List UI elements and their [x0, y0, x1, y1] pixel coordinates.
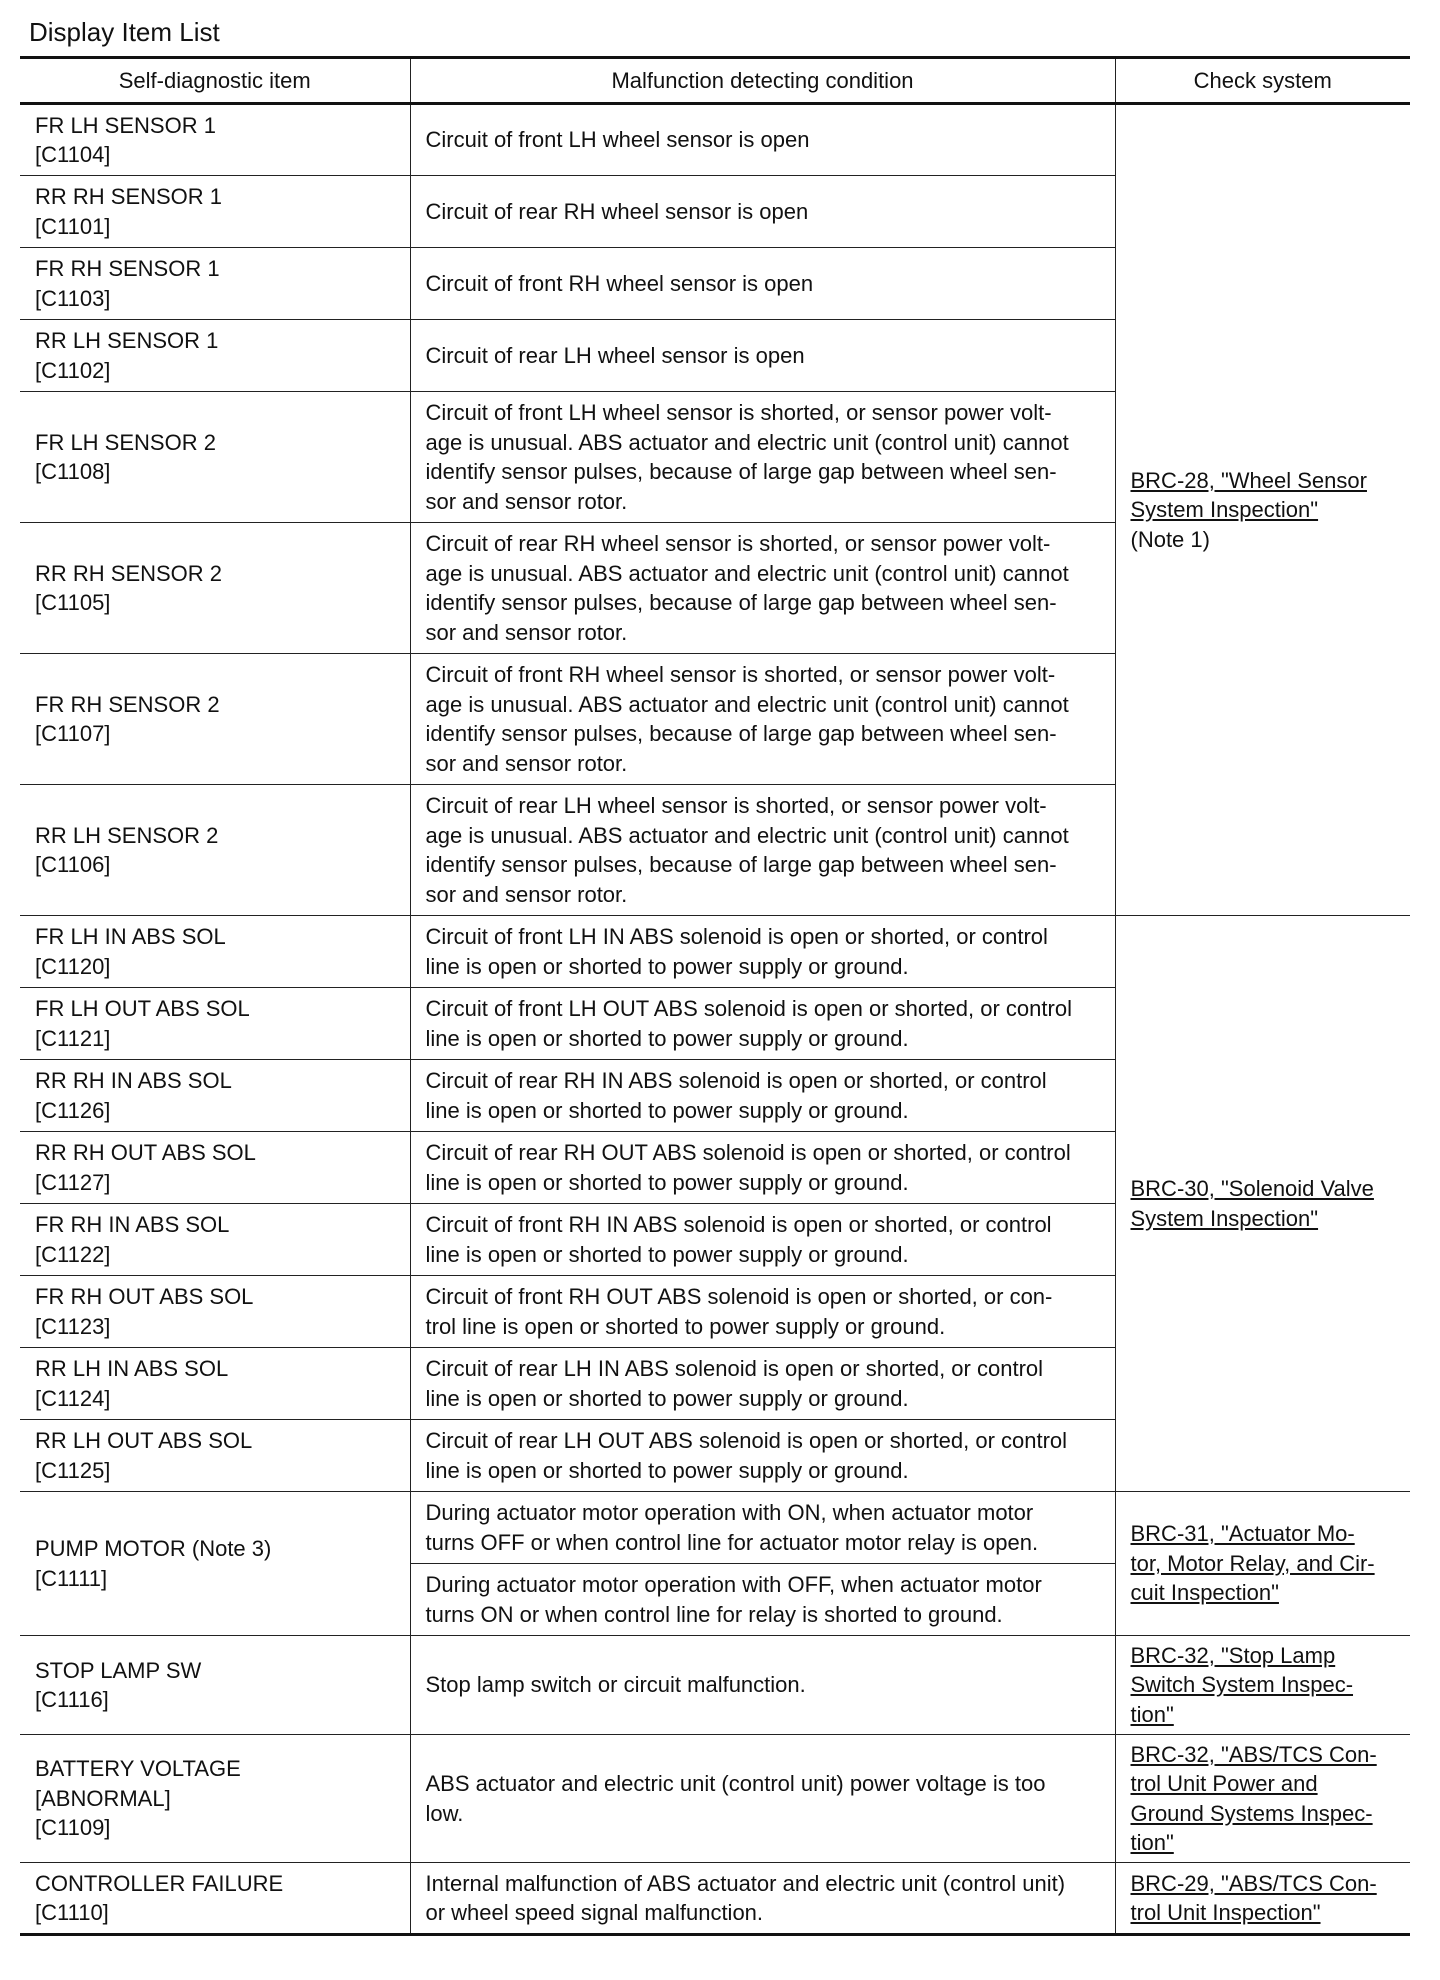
self-diagnostic-item-cell	[20, 176, 410, 248]
self-diagnostic-item-cell	[20, 392, 410, 523]
item-text-line: [C1124]	[35, 1385, 111, 1411]
item-text-line: [C1107]	[35, 721, 111, 746]
malfunction-condition-cell	[410, 1636, 1115, 1735]
link-text-line[interactable]: tor, Motor Relay, and Cir-	[1130, 1550, 1375, 1576]
item-text-line: CONTROLLER FAILURE	[35, 1870, 284, 1896]
link-text-line[interactable]: BRC-30, "Solenoid Valve	[1130, 1176, 1374, 1201]
condition-text-line: line is open or shorted to power supply or ground.	[425, 1457, 909, 1483]
item-text-line: [C1102]	[35, 357, 111, 383]
condition-text-line: During actuator motor operation with OFF, when actuator motor	[425, 1572, 1042, 1597]
item-text-line: STOP LAMP SW	[35, 1657, 202, 1683]
table-row	[20, 104, 1410, 176]
condition-text-line: ABS actuator and electric unit (control unit) power voltage is too	[425, 1771, 1046, 1796]
item-text-line: [C1127]	[35, 1169, 111, 1195]
condition-text-line: Circuit of rear RH OUT ABS solenoid is open or shorted, or control	[425, 1140, 1071, 1165]
item-text-line: [C1125]	[35, 1457, 111, 1483]
malfunction-condition-cell	[410, 1420, 1115, 1492]
condition-text-line: sor and sensor rotor.	[425, 881, 628, 907]
malfunction-condition-cell	[410, 1276, 1115, 1348]
self-diagnostic-item-cell	[20, 104, 410, 176]
item-text-line: [C1120]	[35, 953, 111, 979]
item-text-line: FR LH SENSOR 1	[35, 112, 216, 138]
check-system-cell	[1115, 1636, 1410, 1735]
condition-text-line: or wheel speed signal malfunction.	[425, 1900, 764, 1925]
check-system-link-actuator[interactable]	[1131, 1519, 1403, 1608]
header-self-diagnostic-item: Self-diagnostic item	[20, 58, 410, 104]
condition-text-line: identify sensor pulses, because of large gap between wheel sen-	[425, 852, 1057, 877]
condition-text-line: sor and sensor rotor.	[425, 488, 628, 514]
check-system-link-control-unit[interactable]	[1131, 1869, 1403, 1928]
condition-text-line: Circuit of front RH OUT ABS solenoid is open or shorted, or con-	[425, 1284, 1053, 1309]
self-diagnostic-item-cell	[20, 1204, 410, 1276]
item-text-line: RR RH SENSOR 1	[35, 184, 223, 209]
link-text-line[interactable]: tion"	[1130, 1830, 1174, 1855]
link-text-line[interactable]: Switch System Inspec-	[1130, 1672, 1354, 1698]
self-diagnostic-item-cell	[20, 1863, 410, 1935]
link-text-line[interactable]: BRC-28, "Wheel Sensor	[1130, 467, 1367, 493]
condition-text-line: Circuit of front RH wheel sensor is shorted, or sensor power volt-	[425, 662, 1056, 687]
item-text-line: RR LH IN ABS SOL	[35, 1356, 229, 1381]
link-text-line[interactable]: System Inspection"	[1130, 497, 1319, 523]
item-text-line: RR RH SENSOR 2	[35, 560, 223, 586]
self-diagnostic-item-cell	[20, 916, 410, 988]
malfunction-condition-cell	[410, 654, 1115, 785]
item-text-line: RR RH IN ABS SOL	[35, 1068, 232, 1093]
malfunction-condition-cell	[410, 785, 1115, 916]
self-diagnostic-item-cell	[20, 1132, 410, 1204]
condition-text-line: During actuator motor operation with ON, when actuator motor	[425, 1500, 1034, 1525]
item-text-line: [C1101]	[35, 213, 111, 239]
self-diagnostic-item-cell	[20, 523, 410, 654]
item-text-line: [C1116]	[35, 1687, 109, 1712]
check-system-link-stop-lamp[interactable]	[1131, 1641, 1403, 1730]
page-title: Display Item List	[29, 17, 220, 47]
condition-text-line: age is unusual. ABS actuator and electric unit (control unit) cannot	[425, 429, 1069, 455]
self-diagnostic-item-cell	[20, 1492, 410, 1636]
condition-text-line: line is open or shorted to power supply or ground.	[425, 1097, 909, 1123]
check-system-note: (Note 1)	[1130, 526, 1210, 552]
malfunction-condition-cell	[410, 248, 1115, 320]
item-text-line: RR RH OUT ABS SOL	[35, 1140, 256, 1165]
table-header-row	[20, 58, 1410, 104]
display-item-table	[20, 56, 1410, 1936]
malfunction-condition-cell	[410, 523, 1115, 654]
condition-text-line: Circuit of front RH wheel sensor is open	[425, 270, 814, 296]
item-text-line: [C1111]	[35, 1565, 108, 1591]
item-text-line: FR RH IN ABS SOL	[35, 1212, 230, 1237]
condition-text-line: line is open or shorted to power supply or ground.	[425, 1169, 909, 1195]
condition-text-line: age is unusual. ABS actuator and electric unit (control unit) cannot	[425, 691, 1069, 717]
header-malfunction-condition: Malfunction detecting condition	[410, 58, 1115, 104]
link-text-line[interactable]: Ground Systems Inspec-	[1130, 1800, 1373, 1826]
check-system-cell	[1115, 916, 1410, 1492]
self-diagnostic-item-cell	[20, 1420, 410, 1492]
link-text-line[interactable]: cuit Inspection"	[1130, 1580, 1279, 1606]
item-text-line: RR LH SENSOR 1	[35, 328, 219, 353]
condition-text-line: identify sensor pulses, because of large gap between wheel sen-	[425, 721, 1057, 746]
item-text-line: RR LH SENSOR 2	[35, 822, 219, 848]
malfunction-condition-cell	[410, 1132, 1115, 1204]
malfunction-condition-cell	[410, 988, 1115, 1060]
malfunction-condition-cell	[410, 1492, 1115, 1564]
condition-text-line: Circuit of front RH IN ABS solenoid is open or shorted, or control	[425, 1212, 1052, 1237]
self-diagnostic-item-cell	[20, 785, 410, 916]
condition-text-line: Circuit of front LH IN ABS solenoid is open or shorted, or control	[425, 924, 1048, 949]
self-diagnostic-item-cell	[20, 1060, 410, 1132]
item-text-line: [C1110]	[35, 1900, 109, 1925]
item-text-line: [C1126]	[35, 1097, 111, 1123]
check-system-cell	[1115, 1735, 1410, 1863]
condition-text-line: line is open or shorted to power supply or ground.	[425, 1241, 909, 1267]
check-system-cell	[1115, 1863, 1410, 1935]
item-text-line: FR LH SENSOR 2	[35, 429, 216, 455]
item-text-line: FR RH SENSOR 2	[35, 691, 220, 717]
item-text-line: [C1121]	[35, 1025, 111, 1051]
self-diagnostic-item-cell	[20, 1276, 410, 1348]
link-text-line[interactable]: tion"	[1130, 1701, 1174, 1727]
malfunction-condition-cell	[410, 1735, 1115, 1863]
link-text-line[interactable]: trol Unit Power and	[1130, 1771, 1318, 1796]
item-text-line: [C1122]	[35, 1241, 111, 1267]
malfunction-condition-cell	[410, 176, 1115, 248]
check-system-link-solenoid[interactable]	[1131, 1174, 1403, 1233]
condition-text-line: age is unusual. ABS actuator and electric unit (control unit) cannot	[425, 822, 1069, 848]
link-text-line[interactable]: BRC-31, "Actuator Mo-	[1130, 1521, 1355, 1547]
item-text-line: [C1108]	[35, 459, 111, 484]
malfunction-condition-cell	[410, 320, 1115, 392]
link-text-line[interactable]: System Inspection"	[1130, 1205, 1319, 1231]
malfunction-condition-cell	[410, 916, 1115, 988]
item-text-line: RR LH OUT ABS SOL	[35, 1428, 253, 1453]
condition-text-line: trol line is open or shorted to power supply or ground.	[425, 1313, 946, 1339]
item-text-line: [C1103]	[35, 285, 111, 311]
condition-text-line: turns ON or when control line for relay is shorted to ground.	[425, 1601, 1003, 1627]
condition-text-line: Circuit of rear RH wheel sensor is shorted, or sensor power volt-	[425, 531, 1051, 556]
item-text-line: [C1106]	[35, 852, 111, 877]
table-row	[20, 1492, 1410, 1564]
malfunction-condition-cell	[410, 1204, 1115, 1276]
check-system-cell	[1115, 104, 1410, 916]
condition-text-line: low.	[425, 1800, 464, 1826]
link-text-line[interactable]: BRC-29, "ABS/TCS Con-	[1130, 1870, 1377, 1896]
item-text-line: FR LH OUT ABS SOL	[35, 996, 250, 1021]
condition-text-line: sor and sensor rotor.	[425, 619, 628, 645]
item-text-line: [C1104]	[35, 142, 111, 167]
malfunction-condition-cell	[410, 392, 1115, 523]
condition-text-line: Circuit of rear LH IN ABS solenoid is open or shorted, or control	[425, 1356, 1044, 1381]
condition-text-line: identify sensor pulses, because of large gap between wheel sen-	[425, 590, 1057, 615]
check-system-cell	[1115, 1492, 1410, 1636]
malfunction-condition-cell	[410, 1564, 1115, 1636]
condition-text-line: Internal malfunction of ABS actuator and electric unit (control unit)	[425, 1870, 1066, 1896]
link-text-line[interactable]: trol Unit Inspection"	[1130, 1900, 1321, 1925]
malfunction-condition-cell	[410, 1348, 1115, 1420]
condition-text-line: Circuit of rear LH wheel sensor is shorted, or sensor power volt-	[425, 793, 1047, 818]
condition-text-line: sor and sensor rotor.	[425, 750, 628, 776]
condition-text-line: identify sensor pulses, because of large gap between wheel sen-	[425, 459, 1057, 484]
malfunction-condition-cell	[410, 1060, 1115, 1132]
self-diagnostic-item-cell	[20, 1636, 410, 1735]
condition-text-line: Circuit of rear RH IN ABS solenoid is open or shorted, or control	[425, 1068, 1047, 1093]
condition-text-line: line is open or shorted to power supply or ground.	[425, 1025, 909, 1051]
check-system-link-power[interactable]	[1131, 1740, 1403, 1858]
table-row	[20, 1735, 1410, 1863]
table-row	[20, 916, 1410, 988]
self-diagnostic-item-cell	[20, 320, 410, 392]
table-row	[20, 1636, 1410, 1735]
self-diagnostic-item-cell	[20, 988, 410, 1060]
self-diagnostic-item-cell	[20, 1735, 410, 1863]
item-text-line: FR RH OUT ABS SOL	[35, 1284, 254, 1309]
condition-text-line: turns OFF or when control line for actuator motor relay is open.	[425, 1529, 1039, 1555]
item-text-line: [ABNORMAL]	[35, 1785, 171, 1811]
condition-text-line: age is unusual. ABS actuator and electric unit (control unit) cannot	[425, 560, 1069, 586]
self-diagnostic-item-cell	[20, 654, 410, 785]
condition-text-line: Circuit of rear LH wheel sensor is open	[425, 342, 805, 368]
malfunction-condition-cell	[410, 104, 1115, 176]
condition-text-line: line is open or shorted to power supply or ground.	[425, 953, 909, 979]
table-row	[20, 1863, 1410, 1935]
item-text-line: PUMP MOTOR (Note 3)	[35, 1536, 272, 1561]
item-text-line: [C1105]	[35, 590, 111, 615]
condition-text-line: Circuit of front LH OUT ABS solenoid is open or shorted, or control	[425, 996, 1072, 1021]
item-text-line: BATTERY VOLTAGE	[35, 1756, 241, 1782]
condition-text-line: Circuit of front LH wheel sensor is shorted, or sensor power volt-	[425, 400, 1052, 425]
condition-text-line: line is open or shorted to power supply or ground.	[425, 1385, 909, 1411]
condition-text-line: Circuit of front LH wheel sensor is open	[425, 127, 810, 153]
self-diagnostic-item-cell	[20, 248, 410, 320]
link-text-line[interactable]: BRC-32, "Stop Lamp	[1130, 1642, 1336, 1668]
item-text-line: [C1123]	[35, 1313, 111, 1339]
condition-text-line: Circuit of rear RH wheel sensor is open	[425, 198, 809, 224]
condition-text-line: Stop lamp switch or circuit malfunction.	[425, 1672, 806, 1698]
item-text-line: FR RH SENSOR 1	[35, 256, 220, 281]
self-diagnostic-item-cell	[20, 1348, 410, 1420]
condition-text-line: Circuit of rear LH OUT ABS solenoid is open or shorted, or control	[425, 1428, 1068, 1453]
malfunction-condition-cell	[410, 1863, 1115, 1935]
header-check-system: Check system	[1115, 58, 1410, 104]
item-text-line: FR LH IN ABS SOL	[35, 924, 226, 949]
link-text-line[interactable]: BRC-32, "ABS/TCS Con-	[1130, 1741, 1377, 1767]
item-text-line: [C1109]	[35, 1815, 111, 1841]
check-system-link-wheel-sensor[interactable]	[1131, 466, 1403, 525]
